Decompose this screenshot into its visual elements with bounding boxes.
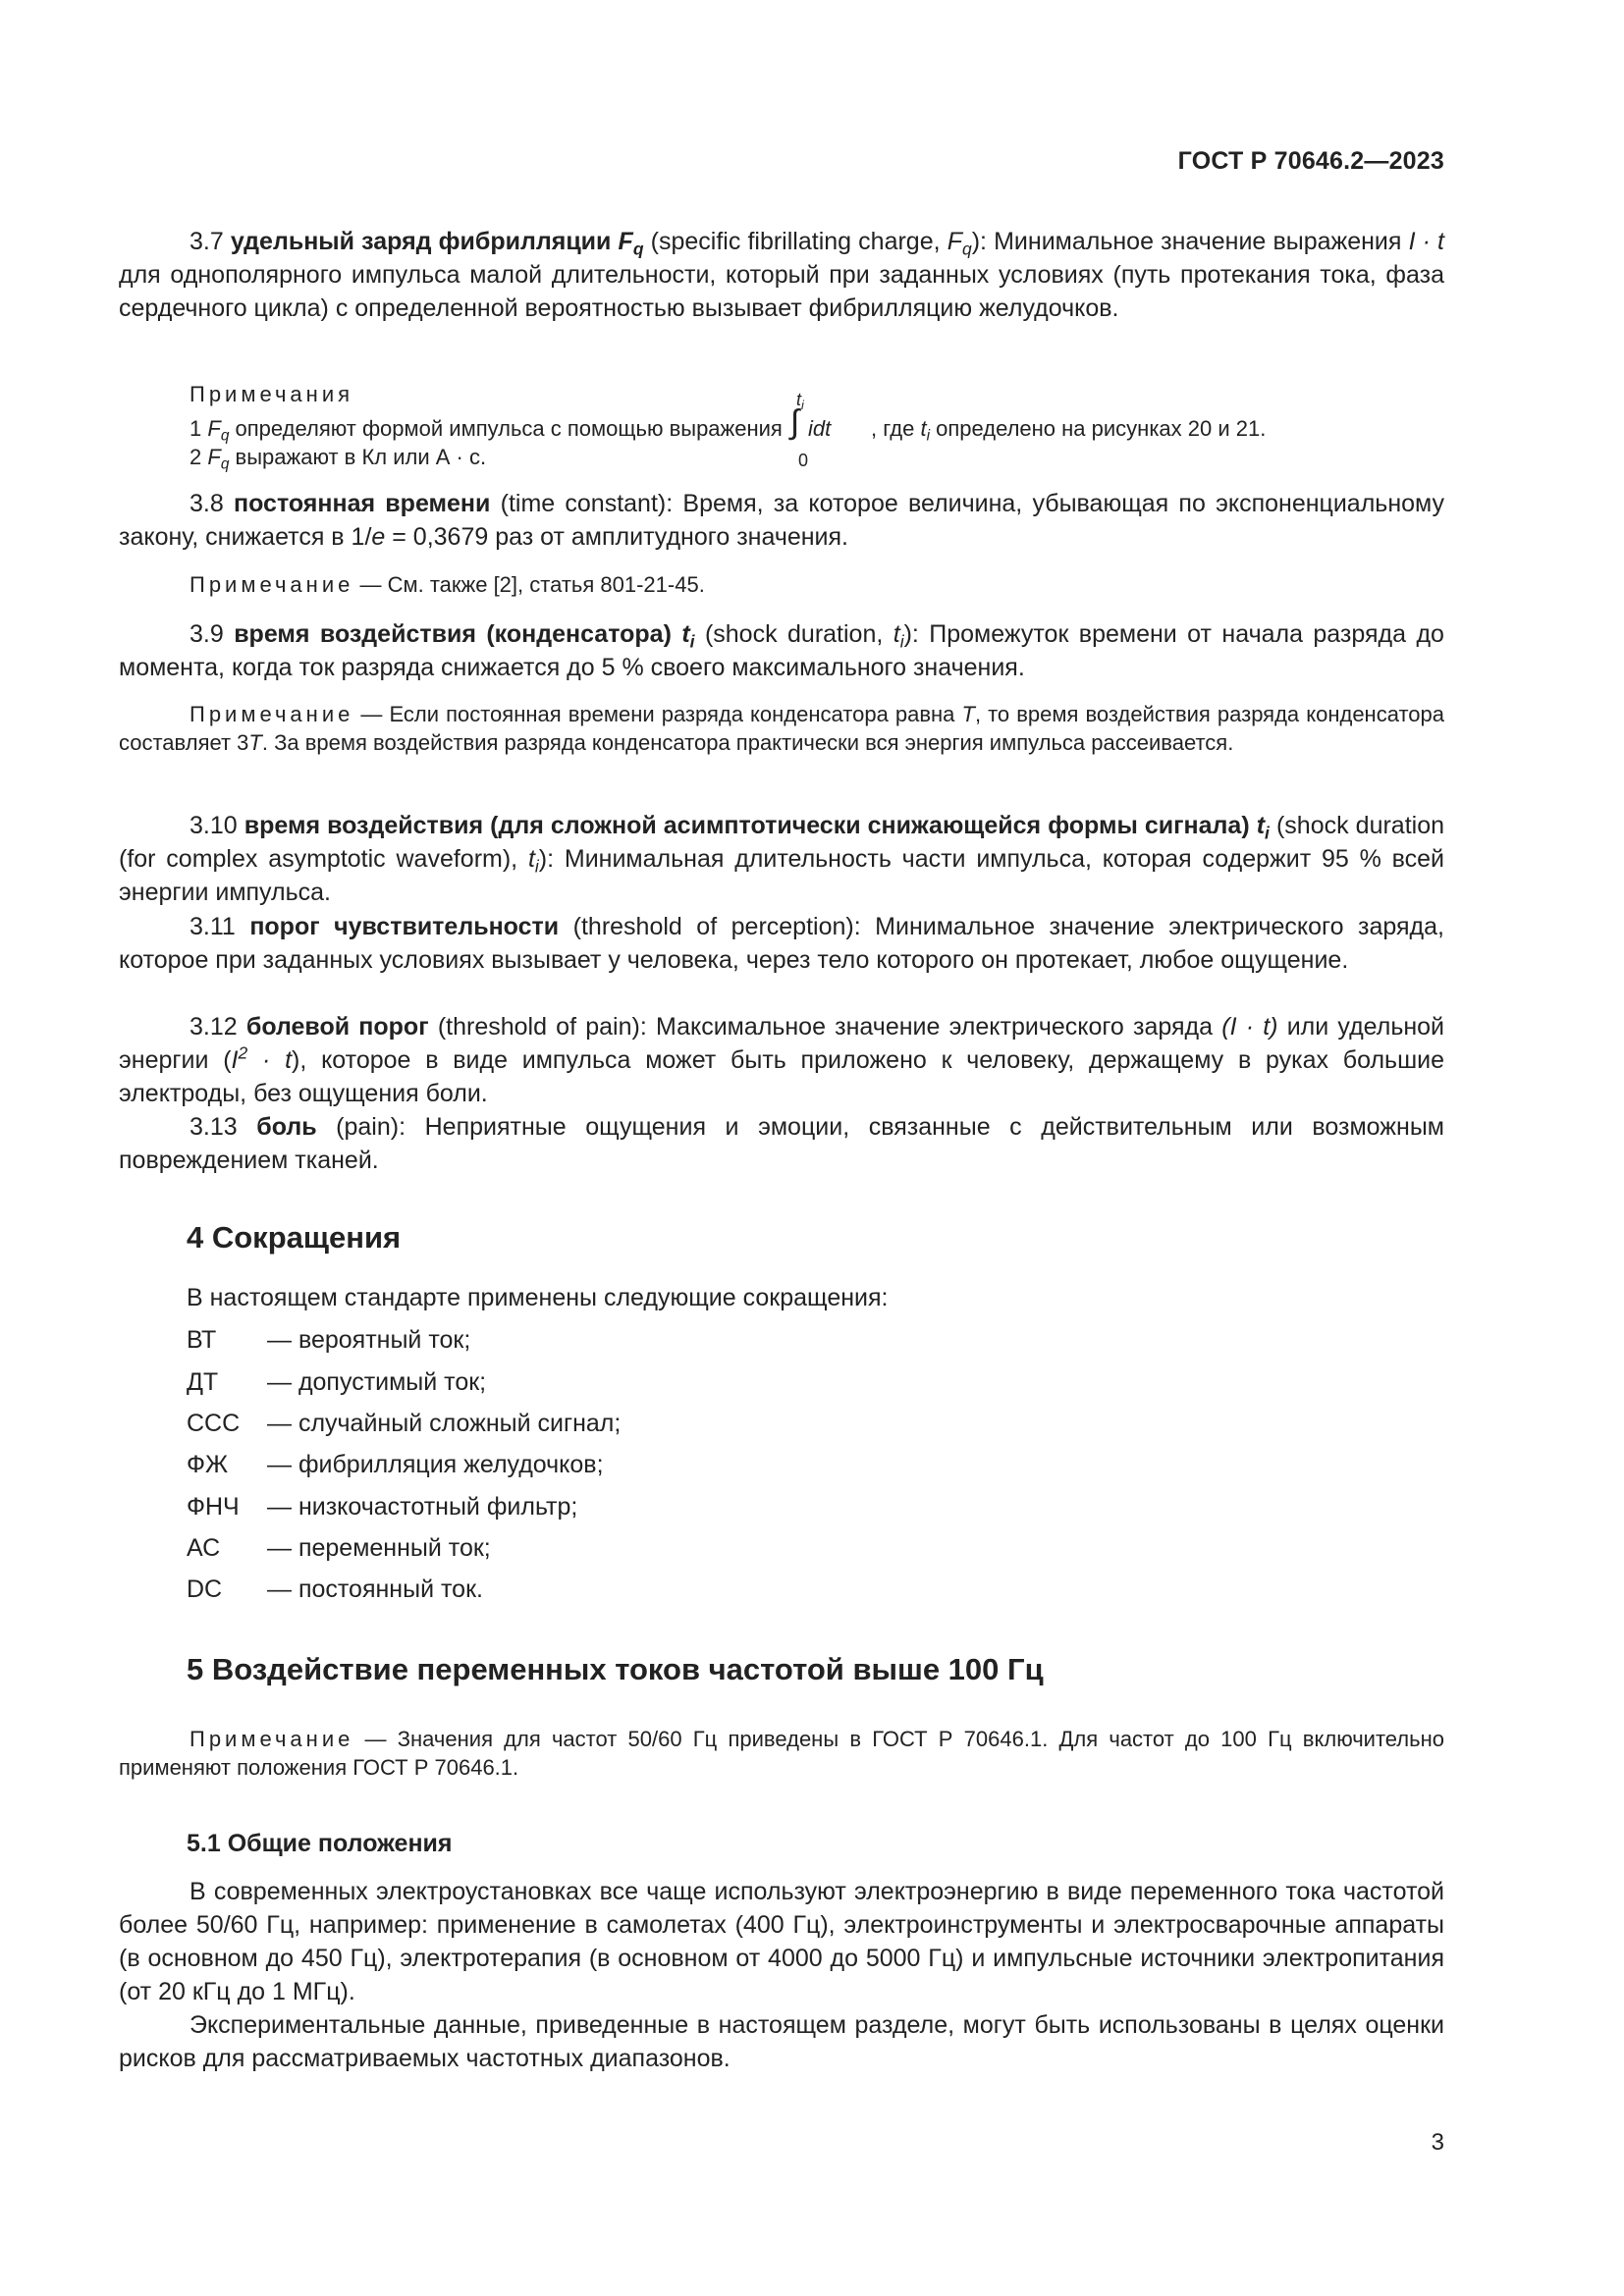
term: время воздействия (для сложной асимптотически снижающейся формы сигнала)	[244, 812, 1250, 839]
clause-3-8: 3.8 постоянная времени (time constant): Время, за которое величина, убывающая по экспоненциальному закону, снижается в 1/e = 0,3679 раз от амплитудного значения.	[119, 490, 1445, 551]
term: болевой порог	[245, 1013, 429, 1041]
term: порог чувствительности	[249, 913, 560, 940]
term-english: (threshold of perception):	[572, 913, 861, 940]
integral-expression: $t_i$ ∫ idt 0	[789, 390, 832, 470]
subsection-5-1-p2: Экспериментальные данные, приведенные в настоящем разделе, могут быть использованы в целях оценки рисков для рассматриваемых частотных диапазонов.	[119, 2011, 1444, 2072]
note-1: 1 $F_q$ определяют формой импульса с помощью выражения $t_i$ ∫ idt 0 , где $t_i$ определено на рисунках 20 и 21.	[189, 390, 1267, 470]
term: постоянная времени	[234, 490, 491, 517]
clause-3-12: 3.12 болевой порог (threshold of pain): Максимальное значение электрического заряда (I · t) или удельной энергии $(I^2 \cdot t)$, которое в виде импульса может быть приложено к человеку, держащему в руках большие электроды, без ощущения боли.	[119, 1013, 1445, 1107]
notes-title: Примечания	[189, 382, 354, 406]
term-english: (time constant):	[500, 490, 674, 517]
definition: Промежуток времени от начала разряда до момента, когда ток разряда снижается до 5 % своего максимального значения.	[119, 620, 1444, 681]
subsection-5-1-heading: 5.1 Общие положения	[187, 1830, 453, 1857]
definition: Максимальное значение электрического заряда (I · t) или удельной энергии $(I^2 \cdot t)$, которое в виде импульса может быть приложено к человеку, держащему в руках большие электроды, без ощущения боли.	[119, 1013, 1445, 1107]
standard-header: ГОСТ Р 70646.2—2023	[1177, 147, 1444, 175]
clause-3-10: 3.10 время воздействия (для сложной асимптотически снижающейся формы сигнала) $t_i$ (shock duration (for complex asymptotic waveform), $t_i$): Минимальная длительность части импульса, которая содержит 95 % всей энергии импульса.	[119, 812, 1445, 906]
term-symbol: $F_q$	[618, 228, 644, 259]
section-5-heading: 5 Воздействие переменных токов частотой выше 100 Гц	[187, 1652, 1044, 1686]
section-4-intro: В настоящем стандарте применены следующие сокращения:	[187, 1284, 889, 1311]
abbreviation-row: ФЖ — фибрилляция желудочков;	[187, 1451, 604, 1478]
definition: Неприятные ощущения и эмоции, связанные с действительным или возможным повреждением тканей.	[119, 1113, 1444, 1174]
clause-3-9: 3.9 время воздействия (конденсатора) $t_i$ (shock duration, $t_i$): Промежуток времени от начала разряда до момента, когда ток разряда снижается до 5 % своего максимального значения.	[119, 620, 1444, 681]
term-english: (pain):	[336, 1113, 406, 1141]
definition: Минимальное значение выражения I · t для однополярного импульса малой длительности, который при заданных условиях (путь протекания тока, фаза сердечного цикла) с определенной вероятностью вызывает фибрилляцию желудочков.	[119, 228, 1445, 322]
clause-number: 3.7	[189, 228, 224, 255]
definition: Время, за которое величина, убывающая по экспоненциальному закону, снижается в 1/e = 0,3679 раз от амплитудного значения.	[119, 490, 1445, 551]
clause-3-11: 3.11 порог чувствительности (threshold of perception): Минимальное значение электрического заряда, которое при заданных условиях вызывает у человека, через тело которого он протекает, любое ощущение.	[119, 913, 1444, 974]
section-5-note: Примечание — Значения для частот 50/60 Гц приведены в ГОСТ Р 70646.1. Для частот до 100 Гц включительно применяют положения ГОСТ Р 70646.1.	[119, 1727, 1444, 1780]
term: время воздействия (конденсатора)	[234, 620, 672, 648]
note-3-8: Примечание — См. также [2], статья 801-21-45.	[189, 572, 705, 597]
note-3-9: Примечание — Если постоянная времени разряда конденсатора равна T, то время воздействия разряда конденсатора составляет 3T. За время воздействия разряда конденсатора практически вся энергия импульса рассеивается.	[119, 702, 1444, 755]
term-english: (shock duration (for complex asymptotic waveform), $t_i$):	[119, 812, 1445, 877]
notes-3-7	[119, 380, 1444, 471]
abbreviation-row: ДТ — допустимый ток;	[187, 1368, 487, 1396]
term-english: (specific fibrillating charge, $F_q$):	[650, 228, 987, 259]
term: боль	[256, 1113, 317, 1141]
term-symbol: $t_i$	[681, 620, 695, 652]
definition: Минимальное значение электрического заряда, которое при заданных условиях вызывает у человека, через тело которого он протекает, любое ощущение.	[119, 913, 1444, 974]
abbreviation-row: ССС — случайный сложный сигнал;	[187, 1410, 622, 1437]
term-english: (shock duration, $t_i$):	[704, 620, 919, 652]
abbreviation-row: ВТ — вероятный ток;	[187, 1326, 471, 1354]
page-number: 3	[1431, 2129, 1444, 2156]
term: удельный заряд фибрилляции	[230, 228, 612, 255]
abbreviation-row: DC — постоянный ток.	[187, 1575, 483, 1603]
abbreviation-row: ФНЧ — низкочастотный фильтр;	[187, 1493, 578, 1521]
abbreviation-row: АС — переменный ток;	[187, 1534, 491, 1562]
clause-3-13: 3.13 боль (pain): Неприятные ощущения и эмоции, связанные с действительным или возможным повреждением тканей.	[119, 1113, 1444, 1174]
term-symbol: $t_i$	[1256, 812, 1270, 843]
clause-3-7	[119, 225, 1444, 325]
definition: Минимальная длительность части импульса, которая содержит 95 % всей энергии импульса.	[119, 845, 1445, 906]
subsection-5-1-p1: В современных электроустановках все чаще используют электроэнергию в виде переменного тока частотой более 50/60 Гц, например: применение в самолетах (400 Гц), электроинструменты и электросварочные аппараты (в основном до 450 Гц), электротерапия (в основном от 4000 до 5000 Гц) и импульсные источники электропитания (от 20 кГц до 1 МГц).	[119, 1878, 1444, 2005]
note-2: 2 $F_q$ выражают в Кл или А · с.	[189, 445, 487, 473]
section-4-heading: 4 Сокращения	[187, 1220, 402, 1255]
term-english: (threshold of pain):	[437, 1013, 647, 1041]
